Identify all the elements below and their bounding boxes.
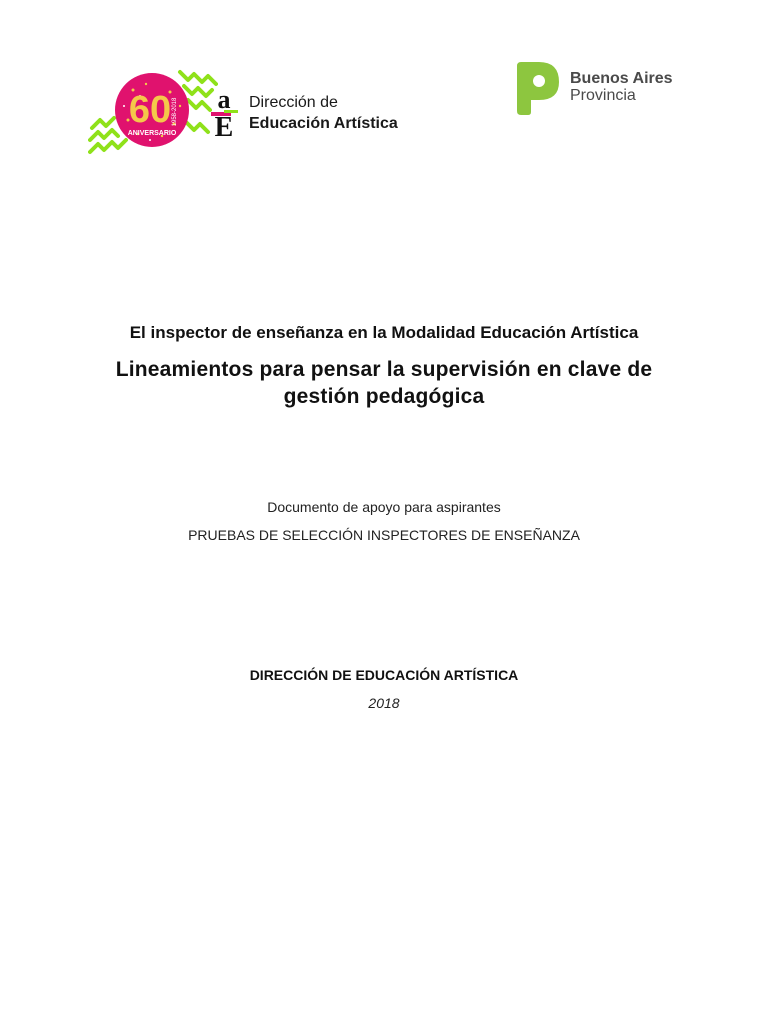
province-logo-text	[570, 70, 673, 104]
document-tests-text: PRUEBAS DE SELECCIÓN INSPECTORES DE ENSEÑANZA	[188, 527, 580, 543]
document-title-line2: gestión pedagógica	[283, 385, 485, 408]
svg-text:E: E	[214, 112, 234, 138]
anniversary-label: ANIVERSARIO	[127, 130, 177, 137]
anniversary-logo	[88, 62, 218, 162]
province-line1: Buenos Aires	[570, 70, 673, 87]
document-title-line1: Lineamientos para pensar la supervisión en clave de	[115, 358, 653, 381]
ae-monogram-icon	[208, 86, 244, 138]
svg-text:a: a	[217, 86, 231, 114]
document-subject: El inspector de enseñanza en la Modalidad Educación Artística	[129, 323, 639, 342]
document-title	[0, 356, 768, 410]
direction-line1: Dirección de	[249, 94, 338, 111]
document-year: 2018	[368, 695, 400, 711]
anniversary-number: 60	[128, 89, 172, 131]
document-support-text: Documento de apoyo para aspirantes	[267, 499, 501, 515]
document-organization: DIRECCIÓN DE EDUCACIÓN ARTÍSTICA	[249, 667, 519, 683]
anniversary-years: 1958-2018	[172, 97, 178, 127]
province-line2: Provincia	[570, 87, 636, 104]
page-header	[0, 0, 768, 170]
buenos-aires-p-icon	[515, 60, 561, 116]
direction-line2: Educación Artística	[249, 115, 398, 132]
direction-logo-text	[249, 92, 398, 134]
